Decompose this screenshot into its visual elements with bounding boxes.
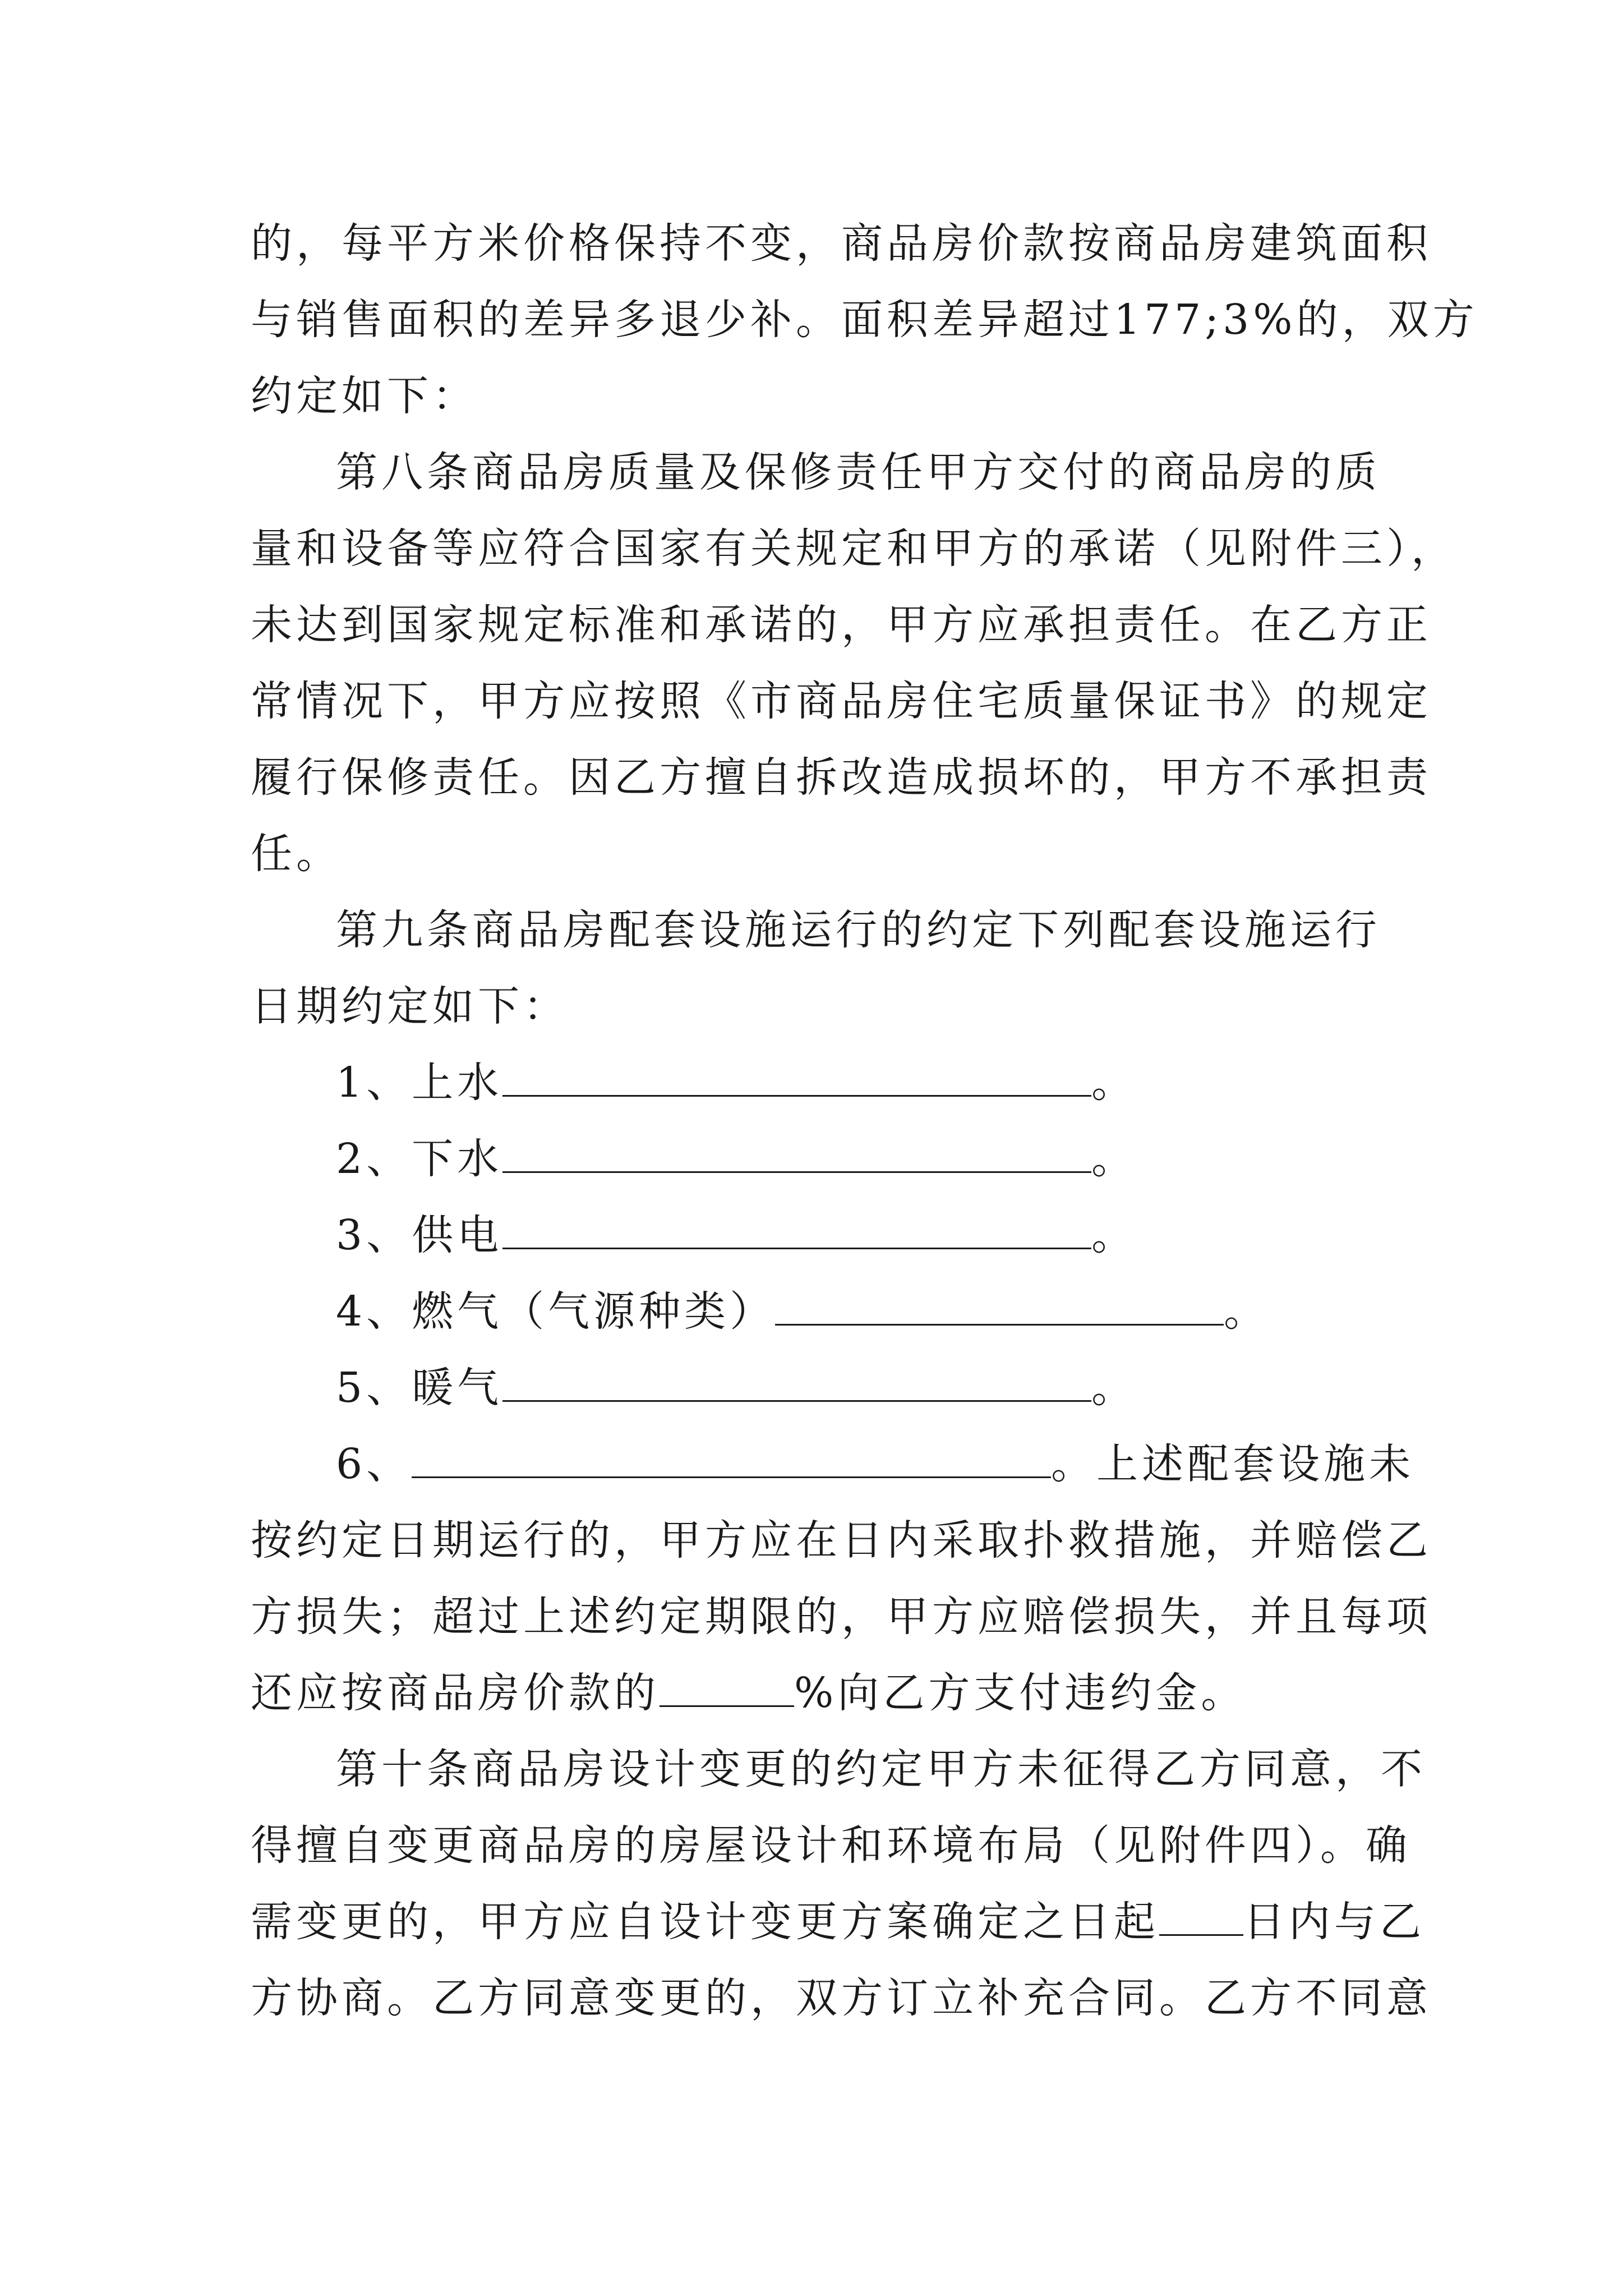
text-line: 的，每平方米价格保持不变，商品房价款按商品房建筑面积 bbox=[251, 219, 1432, 268]
facility-item-other bbox=[251, 1426, 1415, 1502]
fill-in-blank bbox=[1159, 1895, 1243, 1936]
facility-end: 。 bbox=[1091, 1135, 1137, 1183]
contract-text bbox=[251, 205, 1478, 2036]
penalty-prefix: 还应按商品房价款的 bbox=[251, 1669, 660, 1717]
fill-in-blank bbox=[412, 1437, 1051, 1478]
text-line: 约定如下： bbox=[251, 372, 478, 420]
facility-item-drainage bbox=[251, 1121, 1395, 1197]
facility-end: 。 bbox=[1091, 1211, 1137, 1259]
text-line: 履行保修责任。因乙方擅自拆改造成损坏的，甲方不承担责 bbox=[251, 753, 1432, 802]
fill-in-blank bbox=[502, 1132, 1091, 1173]
article-10-heading: 第十条商品房设计变更的约定甲方未征得乙方同意，不 bbox=[336, 1745, 1426, 1793]
text-line: 量和设备等应符合国家有关规定和甲方的承诺（见附件三）， bbox=[251, 524, 1456, 573]
facility-end: 。 bbox=[1091, 1059, 1137, 1107]
fill-in-blank bbox=[660, 1666, 794, 1707]
fill-in-blank bbox=[775, 1285, 1224, 1326]
facility-end: 。 bbox=[1091, 1364, 1137, 1412]
text-segment: 日内与乙 bbox=[1243, 1898, 1425, 1946]
text-line: 日期约定如下： bbox=[251, 982, 569, 1030]
facility-label: 6、 bbox=[336, 1440, 412, 1488]
facility-label: 3、供电 bbox=[336, 1211, 503, 1259]
facility-label: 2、下水 bbox=[336, 1135, 503, 1183]
fill-in-blank bbox=[502, 1208, 1091, 1249]
text-line: 未达到国家规定标准和承诺的，甲方应承担责任。在乙方正 bbox=[251, 601, 1432, 649]
text-line: 任。 bbox=[251, 830, 342, 878]
text-segment: 需变更的，甲方应自设计变更方案确定之日起 bbox=[251, 1898, 1159, 1946]
facility-item-heating bbox=[251, 1350, 1395, 1426]
text-line: 常情况下，甲方应按照《市商品房住宅质量保证书》的规定 bbox=[251, 677, 1432, 725]
facility-label: 4、燃气（气源种类） bbox=[336, 1287, 776, 1336]
facility-end: 。 bbox=[1224, 1287, 1270, 1336]
fill-in-blank bbox=[502, 1361, 1091, 1402]
text-line: 方协商。乙方同意变更的，双方订立补充合同。乙方不同意 bbox=[251, 1974, 1432, 2022]
facility-label: 1、上水 bbox=[336, 1059, 503, 1107]
article-8-heading: 第八条商品房质量及保修责任甲方交付的商品房的质 bbox=[336, 448, 1381, 496]
facility-label: 5、暖气 bbox=[336, 1364, 503, 1412]
facility-end: 。上述配套设施未 bbox=[1051, 1440, 1415, 1488]
text-line: 得擅自变更商品房的房屋设计和环境布局（见附件四）。确 bbox=[251, 1821, 1411, 1870]
facility-item-water-supply bbox=[251, 1045, 1395, 1121]
text-line: 方损失；超过上述约定期限的，甲方应赔偿损失，并且每项 bbox=[251, 1593, 1432, 1641]
article-9-heading: 第九条商品房配套设施运行的约定下列配套设施运行 bbox=[336, 906, 1381, 954]
facility-item-gas bbox=[251, 1273, 1395, 1350]
fill-in-blank bbox=[502, 1056, 1091, 1097]
text-line: 按约定日期运行的，甲方应在日内采取扑救措施，并赔偿乙 bbox=[251, 1516, 1432, 1565]
facility-item-power bbox=[251, 1197, 1395, 1273]
text-line bbox=[251, 1884, 1425, 1960]
penalty-line bbox=[251, 1655, 1395, 1731]
penalty-suffix: %向乙方支付违约金。 bbox=[794, 1669, 1247, 1717]
text-line: 与销售面积的差异多退少补。面积差异超过177;3%的，双方 bbox=[251, 296, 1478, 344]
